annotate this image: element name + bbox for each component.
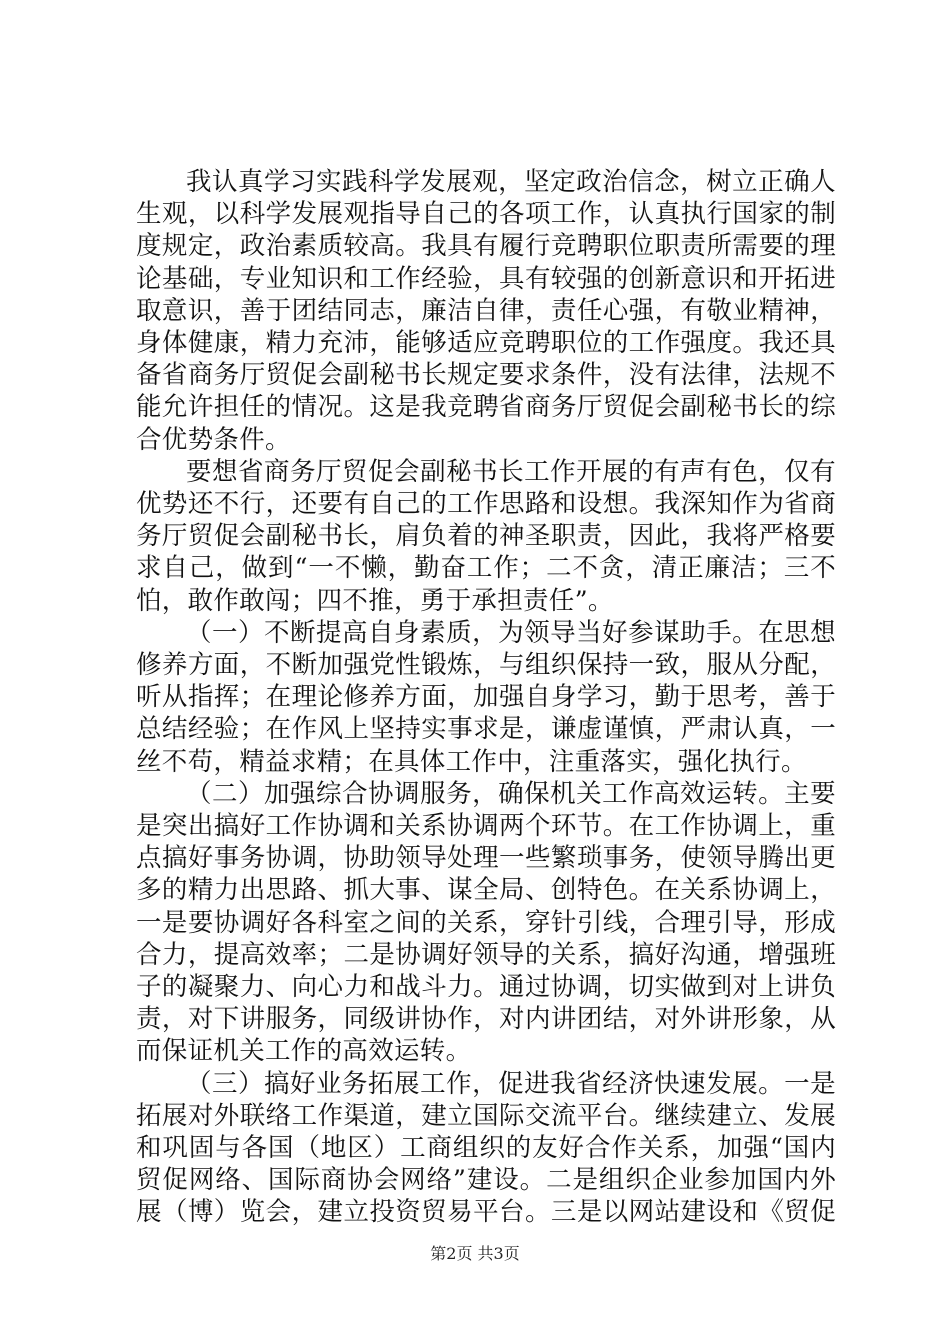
text-line: 一是要协调好各科室之间的关系，穿针引线，合理引导，形成 bbox=[136, 907, 836, 938]
text-line: 取意识，善于团结同志，廉洁自律，责任心强，有敬业精神， bbox=[136, 295, 836, 326]
text-line: 丝不苟，精益求精；在具体工作中，注重落实，强化执行。 bbox=[136, 746, 807, 777]
text-line: 我认真学习实践科学发展观，坚定政治信念，树立正确人 bbox=[186, 167, 836, 197]
text-line: 务厅贸促会副秘书长，肩负着的神圣职责，因此，我将严格要 bbox=[136, 521, 836, 552]
text-line: 责，对下讲服务，同级讲协作，对内讲团结，对外讲形象，从 bbox=[136, 1004, 836, 1035]
text-line: 多的精力出思路、抓大事、谋全局、创特色。在关系协调上， bbox=[136, 875, 836, 906]
text-line: 优势还不行，还要有自己的工作思路和设想。我深知作为省商 bbox=[136, 489, 836, 519]
text-line: 总结经验；在作风上坚持实事求是，谦虚谨慎，严肃认真，一 bbox=[136, 714, 836, 745]
text-line: （一）不断提高自身素质，为领导当好参谋助手。在思想 bbox=[186, 617, 836, 648]
text-line: 而保证机关工作的高效运转。 bbox=[136, 1036, 472, 1067]
text-line: 能允许担任的情况。这是我竞聘省商务厅贸促会副秘书长的综 bbox=[136, 392, 836, 423]
text-line: 身体健康，精力充沛，能够适应竞聘职位的工作强度。我还具 bbox=[136, 328, 836, 358]
page-number: 第2页 共3页 bbox=[430, 1244, 520, 1263]
text-line: 点搞好事务协调，协助领导处理一些繁琐事务，使领导腾出更 bbox=[136, 843, 836, 874]
text-line: 是突出搞好工作协调和关系协调两个环节。在工作协调上，重 bbox=[136, 811, 836, 841]
text-line: 怕，敢作敢闯；四不推，勇于承担责任”。 bbox=[136, 585, 614, 616]
text-line: 合力，提高效率；二是协调好领导的关系，搞好沟通，增强班 bbox=[136, 939, 836, 970]
text-line: （三）搞好业务拓展工作，促进我省经济快速发展。一是 bbox=[186, 1068, 836, 1099]
text-line: 求自己，做到“一不懒，勤奋工作；二不贪，清正廉洁；三不 bbox=[136, 553, 836, 584]
text-line: 度规定，政治素质较高。我具有履行竞聘职位职责所需要的理 bbox=[136, 231, 836, 262]
text-line: （二）加强综合协调服务，确保机关工作高效运转。主要 bbox=[186, 778, 836, 809]
text-line: 贸促网络、国际商协会网络”建设。二是组织企业参加国内外 bbox=[136, 1165, 836, 1196]
text-line: 修养方面，不断加强党性锻炼，与组织保持一致，服从分配， bbox=[136, 650, 836, 680]
text-line: 拓展对外联络工作渠道，建立国际交流平台。继续建立、发展 bbox=[136, 1100, 836, 1131]
text-line: 听从指挥；在理论修养方面，加强自身学习，勤于思考，善于 bbox=[136, 682, 836, 713]
text-line: 论基础，专业知识和工作经验，具有较强的创新意识和开拓进 bbox=[136, 263, 836, 294]
text-line: 生观，以科学发展观指导自己的各项工作，认真执行国家的制 bbox=[136, 199, 836, 230]
text-line: 展（博）览会，建立投资贸易平台。三是以网站建设和《贸促 bbox=[136, 1197, 836, 1228]
text-line: 要想省商务厅贸促会副秘书长工作开展的有声有色，仅有 bbox=[186, 456, 836, 487]
text-line: 子的凝聚力、向心力和战斗力。通过协调，切实做到对上讲负 bbox=[136, 972, 836, 1002]
text-line: 和巩固与各国（地区）工商组织的友好合作关系，加强“国内 bbox=[136, 1133, 836, 1163]
text-line: 备省商务厅贸促会副秘书长规定要求条件，没有法律，法规不 bbox=[136, 360, 836, 391]
text-line: 合优势条件。 bbox=[136, 424, 291, 455]
